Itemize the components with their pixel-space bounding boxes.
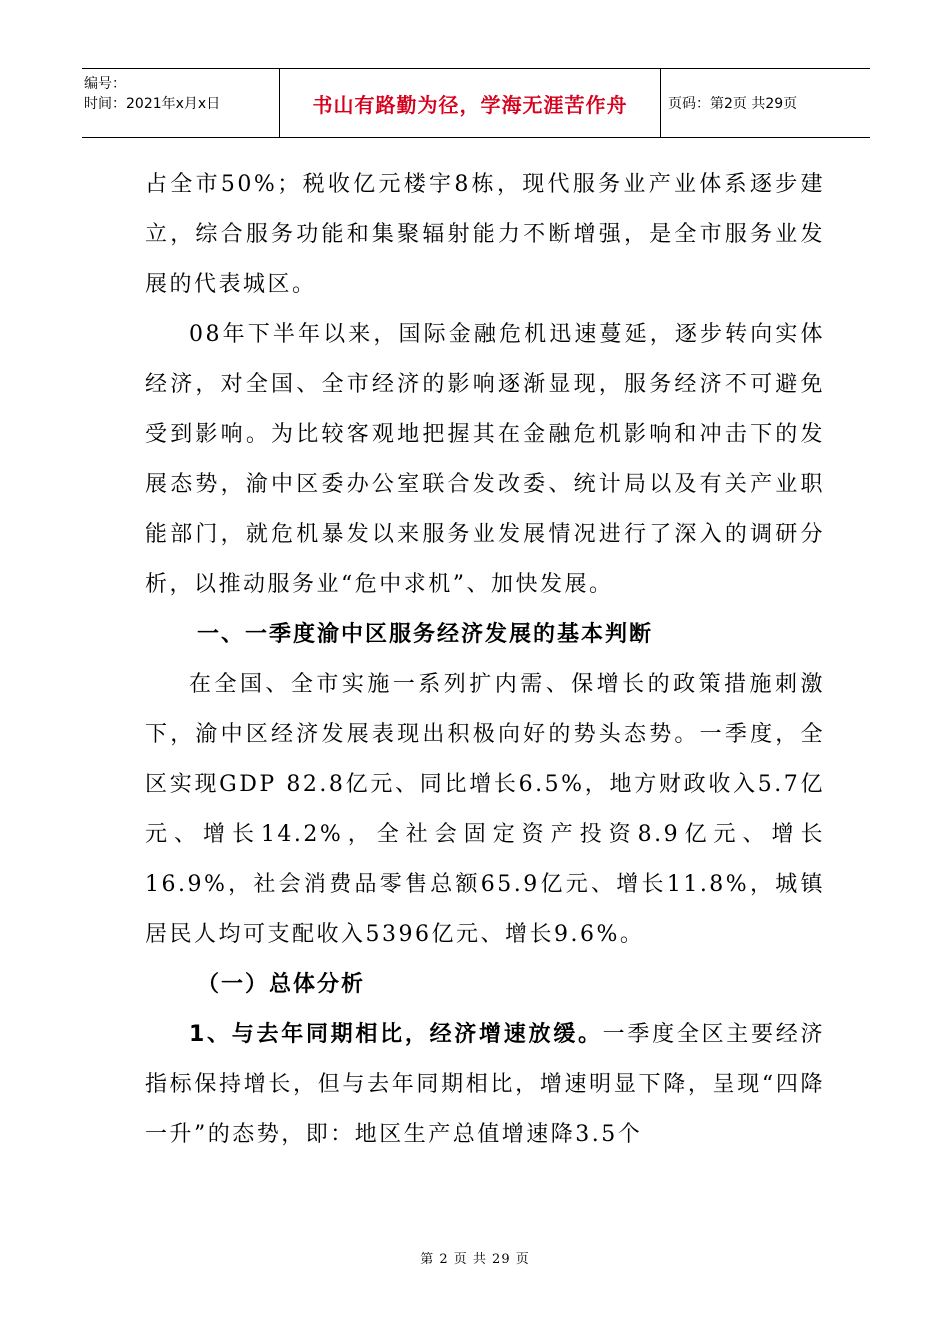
number-label: 编号：: [84, 76, 126, 92]
subsection-heading: （一）总体分析: [197, 972, 366, 997]
header-motto: 书山有路勤为径，学海无涯苦作舟: [279, 69, 661, 137]
page-header: [82, 68, 870, 138]
header-meta: [82, 69, 279, 137]
date-label: 时间：2021年x月x日: [84, 96, 221, 112]
section-heading: 一、一季度渝中区服务经济发展的基本判断: [197, 622, 654, 647]
page-footer: 第 2 页 共 29 页: [420, 1252, 530, 1267]
document-body: [145, 160, 825, 1160]
paragraph-lead: 1、与去年同期相比，经济增速放缓。: [189, 1022, 603, 1047]
paragraph: [145, 1010, 825, 1160]
paragraph: 占全市50%；税收亿元楼宇8栋，现代服务业产业体系逐步建立，综合服务功能和集聚辐射能力不断增强，是全市服务业发展的代表城区。: [145, 172, 825, 297]
paragraph-rest: 一季度全区主要经济指标保持增长，但与去年同期相比，增速明显下降，呈现“四降一升”的态势，即：地区生产总值增速降3.5个: [145, 1022, 825, 1147]
paragraph: 08年下半年以来，国际金融危机迅速蔓延，逐步转向实体经济，对全国、全市经济的影响逐渐显现，服务经济不可避免受到影响。为比较客观地把握其在金融危机影响和冲击下的发展态势，渝中区委办公室联合发改委、统计局以及有关产业职能部门，就危机暴发以来服务业发展情况进行了深入的调研分析，以推动服务业“危中求机”、加快发展。: [145, 322, 825, 597]
paragraph: 在全国、全市实施一系列扩内需、保增长的政策措施刺激下，渝中区经济发展表现出积极向好的势头态势。一季度，全区实现GDP 82.8亿元、同比增长6.5%，地方财政收入5.7亿元、增长14.2%，全社会固定资产投资8.9亿元、增长16.9%，社会消费品零售总额65.9亿元、增长11.8%，城镇居民人均可支配收入5396亿元、增长9.6%。: [145, 672, 825, 947]
header-page-info: 页码：第2页 共29页: [668, 96, 798, 112]
